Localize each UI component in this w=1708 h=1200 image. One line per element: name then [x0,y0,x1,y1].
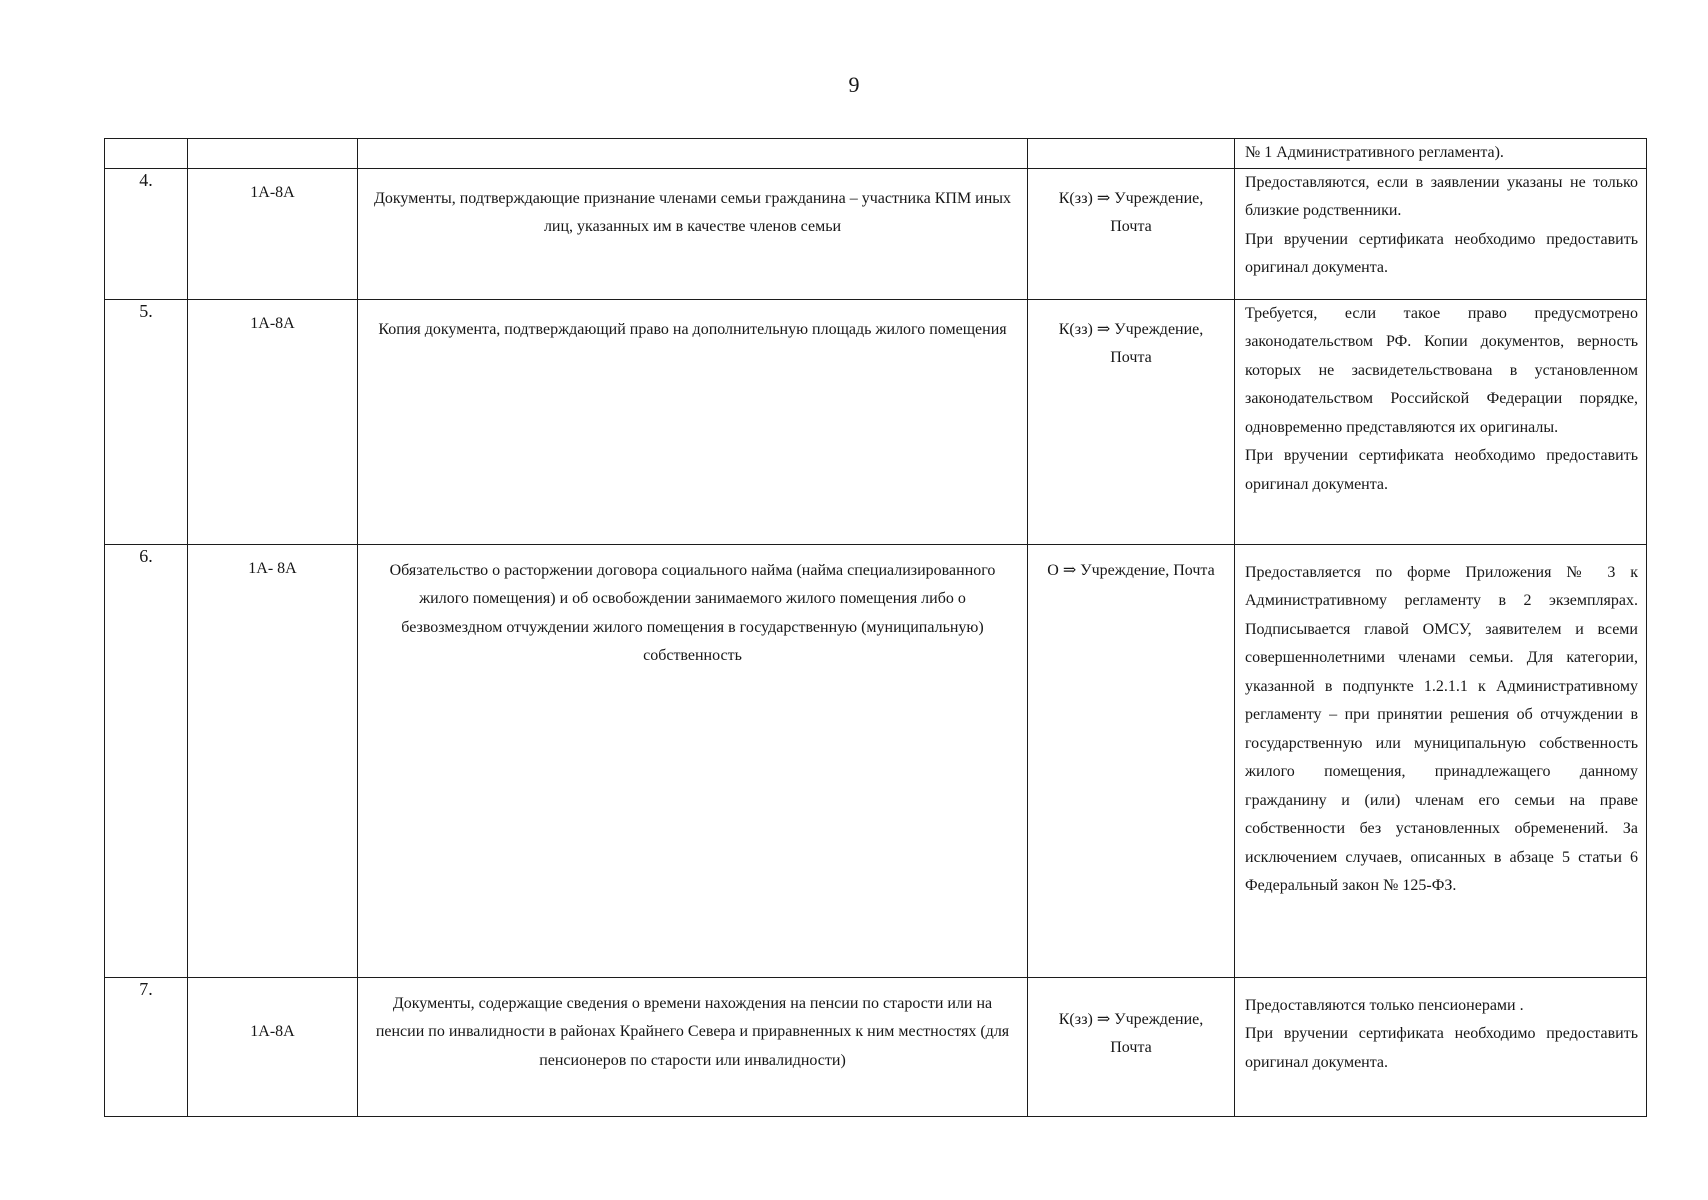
note-text: № 1 Административного регламента). [1245,144,1504,161]
note-line: Требуется, если такое право предусмотрено законодательством РФ. Копии документов, верность которых не засвидетельствована в установленном законодательством Российской Федерации порядке, одновременно представляются их оригиналы. [1245,304,1638,436]
row-document: Копия документа, подтверждающий право на дополнительную площадь жилого помещения [358,299,1028,544]
row-number: 4. [105,168,188,299]
row-note [1235,299,1647,544]
table-row [105,977,1647,1116]
table-row [105,544,1647,977]
row-number: 7. [105,977,188,1116]
table-row-continued [105,139,1647,169]
row-form: О ⇒ Учреждение, Почта [1028,544,1235,977]
row-document: Обязательство о расторжении договора социального найма (найма специализированного жилого помещения) и об освобождении занимаемого жилого помещения либо о безвозмездном отчуждении жилого помещения в государственную (муниципальную) собственность [358,544,1028,977]
note-line: Предоставляются только пенсионерами . [1245,996,1524,1014]
note-line: Предоставляются, если в заявлении указаны не только близкие родственники. [1245,173,1638,219]
code-cell [188,139,358,169]
table-row [105,168,1647,299]
page-number: 9 [848,72,860,97]
row-form: К(зз) ⇒ Учреждение, Почта [1028,977,1235,1116]
note-line: При вручении сертификата необходимо предоставить оригинал документа. [1245,447,1638,493]
form-cell [1028,139,1235,169]
note-line: При вручении сертификата необходимо предоставить оригинал документа. [1245,230,1638,276]
note-line: При вручении сертификата необходимо предоставить оригинал документа. [1245,1025,1638,1071]
row-code: 1А-8А [188,299,358,544]
row-code: 1А-8А [188,977,358,1116]
row-code: 1А- 8А [188,544,358,977]
table-row [105,299,1647,544]
row-note [1235,168,1647,299]
note-cell [1235,139,1647,169]
row-document: Документы, содержащие сведения о времени нахождения на пенсии по старости или на пенсии по инвалидности в районах Крайнего Севера и приравненных к ним местностях (для пенсионеров по старости или инвалидности) [358,977,1028,1116]
row-document: Документы, подтверждающие признание членами семьи гражданина – участника КПМ иных лиц, указанных им в качестве членов семьи [358,168,1028,299]
note-line: Предоставляется по форме Приложения № 3 к Административному регламенту в 2 экземплярах. Подписывается главой ОМСУ, заявителем и всеми совершеннолетними членами семьи. Для категории, указанной в подпункте 1.2.1.1 к Административному регламенту – при принятии решения об отчуждении в государственную или муниципальную собственность жилого помещения, принадлежащего данному гражданину и (или) членам его семьи на праве собственности без установленных обременений. За исключением случаев, описанных в абзаце 5 статьи 6 Федеральный закон № 125-ФЗ. [1245,563,1638,894]
row-number: 6. [105,544,188,977]
document-cell [358,139,1028,169]
row-number: 5. [105,299,188,544]
row-code: 1А-8А [188,168,358,299]
row-note [1235,544,1647,977]
row-note [1235,977,1647,1116]
documents-table [104,138,1647,1117]
row-form: К(зз) ⇒ Учреждение, Почта [1028,299,1235,544]
row-form: К(зз) ⇒ Учреждение, Почта [1028,168,1235,299]
num-cell [105,139,188,169]
